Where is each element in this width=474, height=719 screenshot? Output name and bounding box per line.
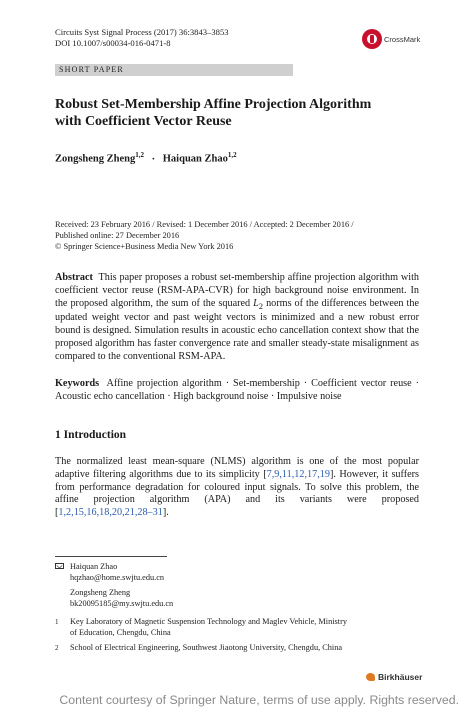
keywords-label: Keywords: [55, 378, 100, 389]
affiliation-line: of Education, Chengdu, China: [70, 627, 171, 637]
journal-header: [55, 27, 229, 49]
section-label: SHORT PAPER: [55, 64, 293, 76]
contact-block: [70, 588, 173, 609]
math-subscript: 2: [258, 300, 264, 311]
keywords-text: Affine projection algorithm · Set-membership · Coefficient vector reuse · Acoustic echo cancellation · High background noise · Impulsive noise: [55, 378, 419, 402]
body-text: ].: [162, 507, 169, 519]
dates-line: Received: 23 February 2016 / Revised: 1 December 2016 / Accepted: 2 December 2016 /: [55, 220, 354, 229]
author-name: Haiquan Zhao: [162, 153, 228, 165]
copyright-line: © Springer Science+Business Media New York 2016: [55, 241, 234, 251]
author-list: [55, 151, 237, 165]
email-icon: [55, 563, 64, 569]
crossmark-label: CrossMark: [384, 34, 421, 44]
affiliation: [70, 617, 370, 638]
math-symbol: L: [253, 297, 259, 309]
birkhauser-bird-icon: [366, 673, 375, 681]
abstract-text: norms of the differences between the updated weight vector and past weight vectors is minimized and a new robust error bound is designed. Simulation results in acoustic echo cancellation context show that the proposed algorithm has faster convergence rate and smaller steady-state misalignment as compared to the conventional RSM-APA.: [55, 297, 419, 362]
courtesy-notice: Content courtesy of Springer Nature, terms of use apply. Rights reserved.: [59, 693, 459, 707]
author-name: Zongsheng Zheng: [55, 153, 136, 165]
affiliation-marker[interactable]: 1,2: [135, 151, 144, 159]
citation-link[interactable]: 7,9,11,12,17,19: [266, 468, 330, 480]
citation-link[interactable]: 1,2,15,16,18,20,21,28–31: [58, 507, 163, 519]
body-text: ]. However, it suffers from performance degradation for coloured input signals. To solve this problem, the affine projection algorithm (APA) and its variants were proposed [: [55, 468, 419, 519]
contact-block: [70, 562, 164, 583]
crossmark-icon: [362, 29, 382, 49]
intro-paragraph: [55, 456, 419, 520]
journal-citation: Circuits Syst Signal Process (2017) 36:3843–3853: [55, 27, 229, 37]
contact-email[interactable]: bk20095185@my.swjtu.edu.cn: [70, 598, 174, 608]
contact-email[interactable]: hqzhao@home.swjtu.edu.cn: [70, 572, 165, 582]
abstract-label: Abstract: [55, 272, 93, 283]
footnote-divider: [55, 556, 167, 557]
contact-name: Haiquan Zhao: [70, 562, 118, 571]
doi[interactable]: DOI 10.1007/s00034-016-0471-8: [55, 38, 171, 48]
title-line-2: with Coefficient Vector Reuse: [55, 114, 232, 129]
affiliation-number: 1: [55, 618, 59, 626]
abstract: [55, 272, 419, 364]
affiliation-line: Key Laboratory of Magnetic Suspension Technology and Maglev Vehicle, Ministry: [70, 617, 348, 626]
contact-name: Zongsheng Zheng: [70, 588, 131, 597]
body-text: The normalized least mean-square (NLMS) algorithm is one of the most popular adaptive filtering algorithms due to its simplicity [: [55, 456, 419, 480]
publisher-name: Birkhäuser: [378, 672, 423, 682]
abstract-text: This paper proposes a robust set-membership affine projection algorithm with coefficient vector reuse (RSM-APA-CVR) for high background noise environment. In the proposed algorithm, the sum of the squared: [55, 272, 419, 309]
section-heading: 1 Introduction: [55, 429, 127, 441]
publication-dates: [55, 220, 354, 252]
dates-line: Published online: 27 December 2016: [55, 230, 180, 240]
crossmark-badge[interactable]: [362, 29, 420, 49]
keywords: [55, 378, 419, 404]
affiliation-number: 2: [55, 644, 59, 652]
paper-title: [55, 96, 415, 130]
publisher-logo: [366, 672, 422, 682]
title-line-1: Robust Set-Membership Affine Projection Algorithm: [55, 97, 372, 112]
affiliation-marker[interactable]: 1,2: [227, 151, 237, 159]
author-separator: ·: [151, 153, 156, 165]
affiliation: School of Electrical Engineering, Southwest Jiaotong University, Chengdu, China: [70, 643, 343, 652]
